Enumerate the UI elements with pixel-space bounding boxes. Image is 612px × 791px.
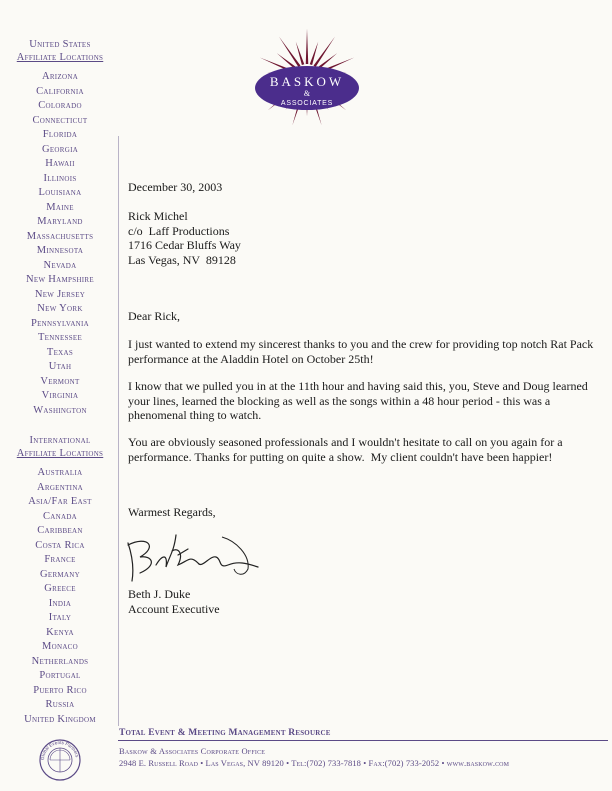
paragraph-recommendation: You are obviously seasoned professionals and I wouldn't hesitate to call on you again for a performance. Thanks for putting on quite a show. My client couldn't have been happier! [128,435,566,464]
affiliate-sidebar [0,38,120,727]
us-location-item: Massachusetts [26,230,94,242]
letterhead-footer [119,728,609,768]
us-location-item: Tennessee [37,332,83,343]
logo-wordmark: BASKOW [269,74,345,89]
intl-locations-list [0,466,120,727]
intl-location-item: Caribbean [37,525,83,536]
intl-heading-line2: Affiliate Locations [16,448,104,459]
signer-name: Beth J. Duke [128,587,191,601]
intl-location-item: Australia [37,467,83,478]
intl-location-item: Italy [48,612,72,623]
us-location-item: Colorado [38,100,82,111]
us-locations-list [0,70,120,418]
us-location-item: New Jersey [34,288,86,300]
intl-location-item: Argentina [36,481,84,493]
us-location-item: Arizona [41,71,79,82]
baskow-logo [242,16,372,136]
us-location-item: Vermont [40,375,80,387]
seal-text: Global Events Partners [39,739,80,761]
signer-title: Account Executive [128,601,220,616]
us-location-item: Hawaii [45,158,75,169]
salutation: Dear Rick, [128,309,180,323]
address-line: Rick Michel [128,209,188,223]
intl-location-item: Puerto Rico [33,684,87,696]
us-heading-line1: United States [29,39,91,50]
us-location-item: Connecticut [32,114,88,126]
us-location-item: Maryland [37,216,83,227]
us-location-item: California [36,85,84,97]
recipient-address [128,209,241,267]
intl-heading-line1: International [29,435,91,446]
global-events-seal [38,738,82,782]
address-line: c/o Laff Productions [128,223,230,238]
sidebar-divider [118,136,119,726]
address-line: Las Vegas, NV 89128 [128,252,236,267]
us-location-item: Texas [46,346,74,358]
us-location-item: Georgia [41,143,79,155]
letter-date: December 30, 2003 [128,180,223,194]
intl-location-item: Netherlands [31,655,89,667]
footer-rule [118,740,608,741]
intl-location-item: Asia/Far East [28,496,92,507]
us-location-item: Virginia [41,390,79,401]
us-location-item: Utah [48,361,72,372]
intl-location-item: Kenya [46,626,74,638]
us-location-item: Minnesota [36,245,84,256]
closing: Warmest Regards, [128,505,216,519]
us-location-item: Florida [42,129,78,140]
intl-location-item: France [44,554,76,565]
signer-block [128,587,220,616]
footer-tagline: Total Event & Meeting Management Resource [119,728,331,738]
us-location-item: New Hampshire [26,274,94,285]
us-location-item: Louisiana [38,187,82,198]
us-location-item: Illinois [43,172,77,184]
intl-location-item: Portugal [39,670,81,681]
us-location-item: Pennsylvania [30,317,90,329]
intl-affiliates-heading [0,434,120,460]
intl-location-item: Russia [45,699,75,710]
starburst-spike [306,29,309,64]
intl-location-item: Monaco [41,641,79,652]
intl-location-item: Canada [42,510,78,522]
intl-location-item: Costa Rica [35,539,85,551]
paragraph-performance: I know that we pulled you in at the 11th hour and having said this, you, Steve and Doug learned your lines, learned the blocking as well as the songs within a 48 hour period - this was a phenomenal thing to watch. [128,379,588,422]
intl-location-item: United Kingdom [24,713,96,725]
us-location-item: Washington [33,404,87,416]
us-location-item: New York [37,303,83,314]
intl-location-item: Greece [44,583,76,594]
us-location-item: Maine [46,201,74,213]
starburst-spike [279,36,301,67]
address-line: 1716 Cedar Bluffs Way [128,238,241,252]
us-affiliates-heading [0,38,120,64]
starburst-spike [313,36,335,67]
us-location-item: Nevada [43,259,77,271]
handwritten-signature [118,525,268,587]
intl-location-item: Germany [39,568,81,580]
us-heading-line2: Affiliate Locations [16,52,104,63]
paragraph-thanks: I just wanted to extend my sincerest thanks to you and the crew for providing top notch Rat Pack performance at the Aladdin Hotel on October 25th! [128,337,594,366]
logo-ampersand: & [303,89,311,98]
footer-office: Baskow & Associates Corporate Office [119,746,266,756]
footer-contact: 2948 E. Russell Road • Las Vegas, NV 89120 • Tel:(702) 733-7818 • Fax:(702) 733-2052 • www.baskow.com [119,758,510,768]
logo-associates: ASSOCIATES [280,100,334,107]
intl-location-item: India [48,597,72,609]
